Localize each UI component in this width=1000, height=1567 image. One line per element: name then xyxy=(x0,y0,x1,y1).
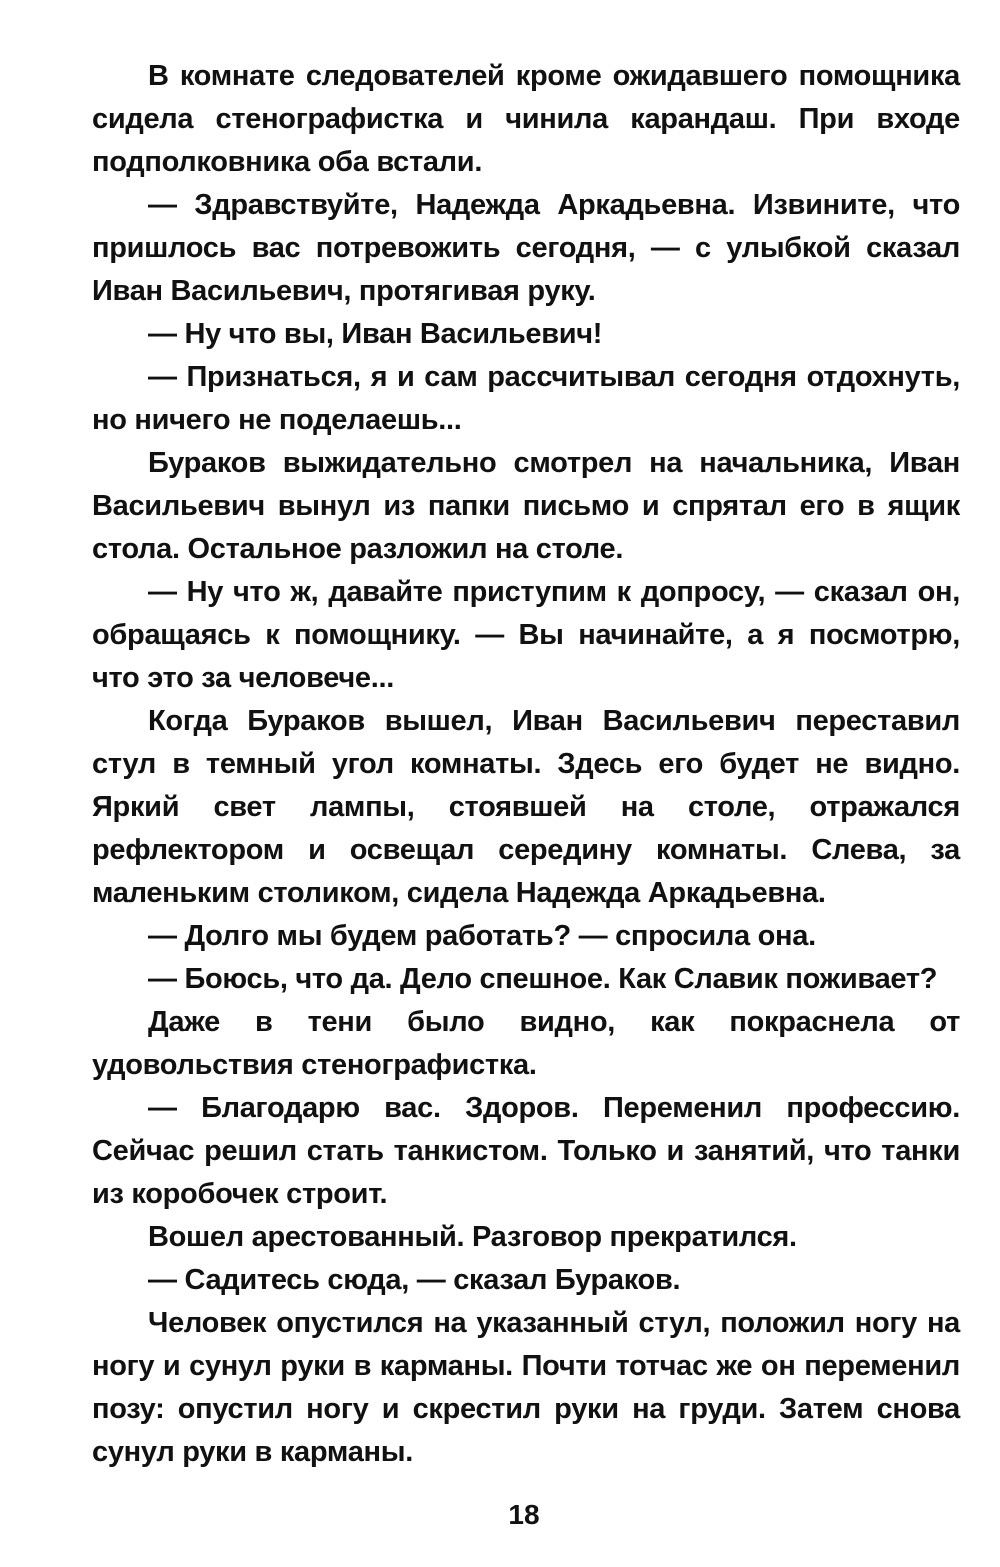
page-number: 18 xyxy=(508,1499,540,1530)
paragraph: — Ну что вы, Иван Васильевич! xyxy=(148,318,603,350)
paragraph: — Благодарю вас. Здоров. Переменил профессию. Сейчас решил стать танкистом. Только и занятий, что танки из коробочек строит. xyxy=(92,1092,960,1210)
paragraph: Даже в тени было видно, как покраснела от удовольствия стенографистка. xyxy=(92,1006,960,1081)
page-text xyxy=(92,55,960,1474)
paragraph: — Долго мы будем работать? — спросила она. xyxy=(148,920,816,952)
paragraph: — Боюсь, что да. Дело спешное. Как Славик поживает? xyxy=(148,963,938,995)
paragraph: В комнате следователей кроме ожидавшего помощника сидела стенографистка и чинила карандаш. При входе подполковника оба встали. xyxy=(92,60,960,178)
paragraph: Человек опустился на указанный стул, положил ногу на ногу и сунул руки в карманы. Почти тотчас же он переменил позу: опустил ногу и скрестил руки на груди. Затем снова сунул руки в карманы. xyxy=(92,1307,960,1468)
paragraph: Когда Бураков вышел, Иван Васильевич переставил стул в темный угол комнаты. Здесь его будет не видно. Яркий свет лампы, стоявшей на столе, отражался рефлектором и освещал середину комнаты. Слева, за маленьким столиком, сидела Надежда Аркадьевна. xyxy=(92,705,960,909)
paragraph: Бураков выжидательно смотрел на начальника, Иван Васильевич вынул из папки письмо и спрятал его в ящик стола. Остальное разложил на столе. xyxy=(92,447,960,565)
paragraph: — Признаться, я и сам рассчитывал сегодня отдохнуть, но ничего не поделаешь... xyxy=(92,361,960,436)
paragraph: — Садитесь сюда, — сказал Бураков. xyxy=(148,1264,681,1296)
paragraph: Вошел арестованный. Разговор прекратился. xyxy=(148,1221,797,1253)
paragraph: — Ну что ж, давайте приступим к допросу, — сказал он, обращаясь к помощнику. — Вы начинайте, а я посмотрю, что это за человече... xyxy=(92,576,960,694)
paragraph: — Здравствуйте, Надежда Аркадьевна. Извините, что пришлось вас потревожить сегодня, — с улыбкой сказал Иван Васильевич, протягивая руку. xyxy=(92,189,960,307)
